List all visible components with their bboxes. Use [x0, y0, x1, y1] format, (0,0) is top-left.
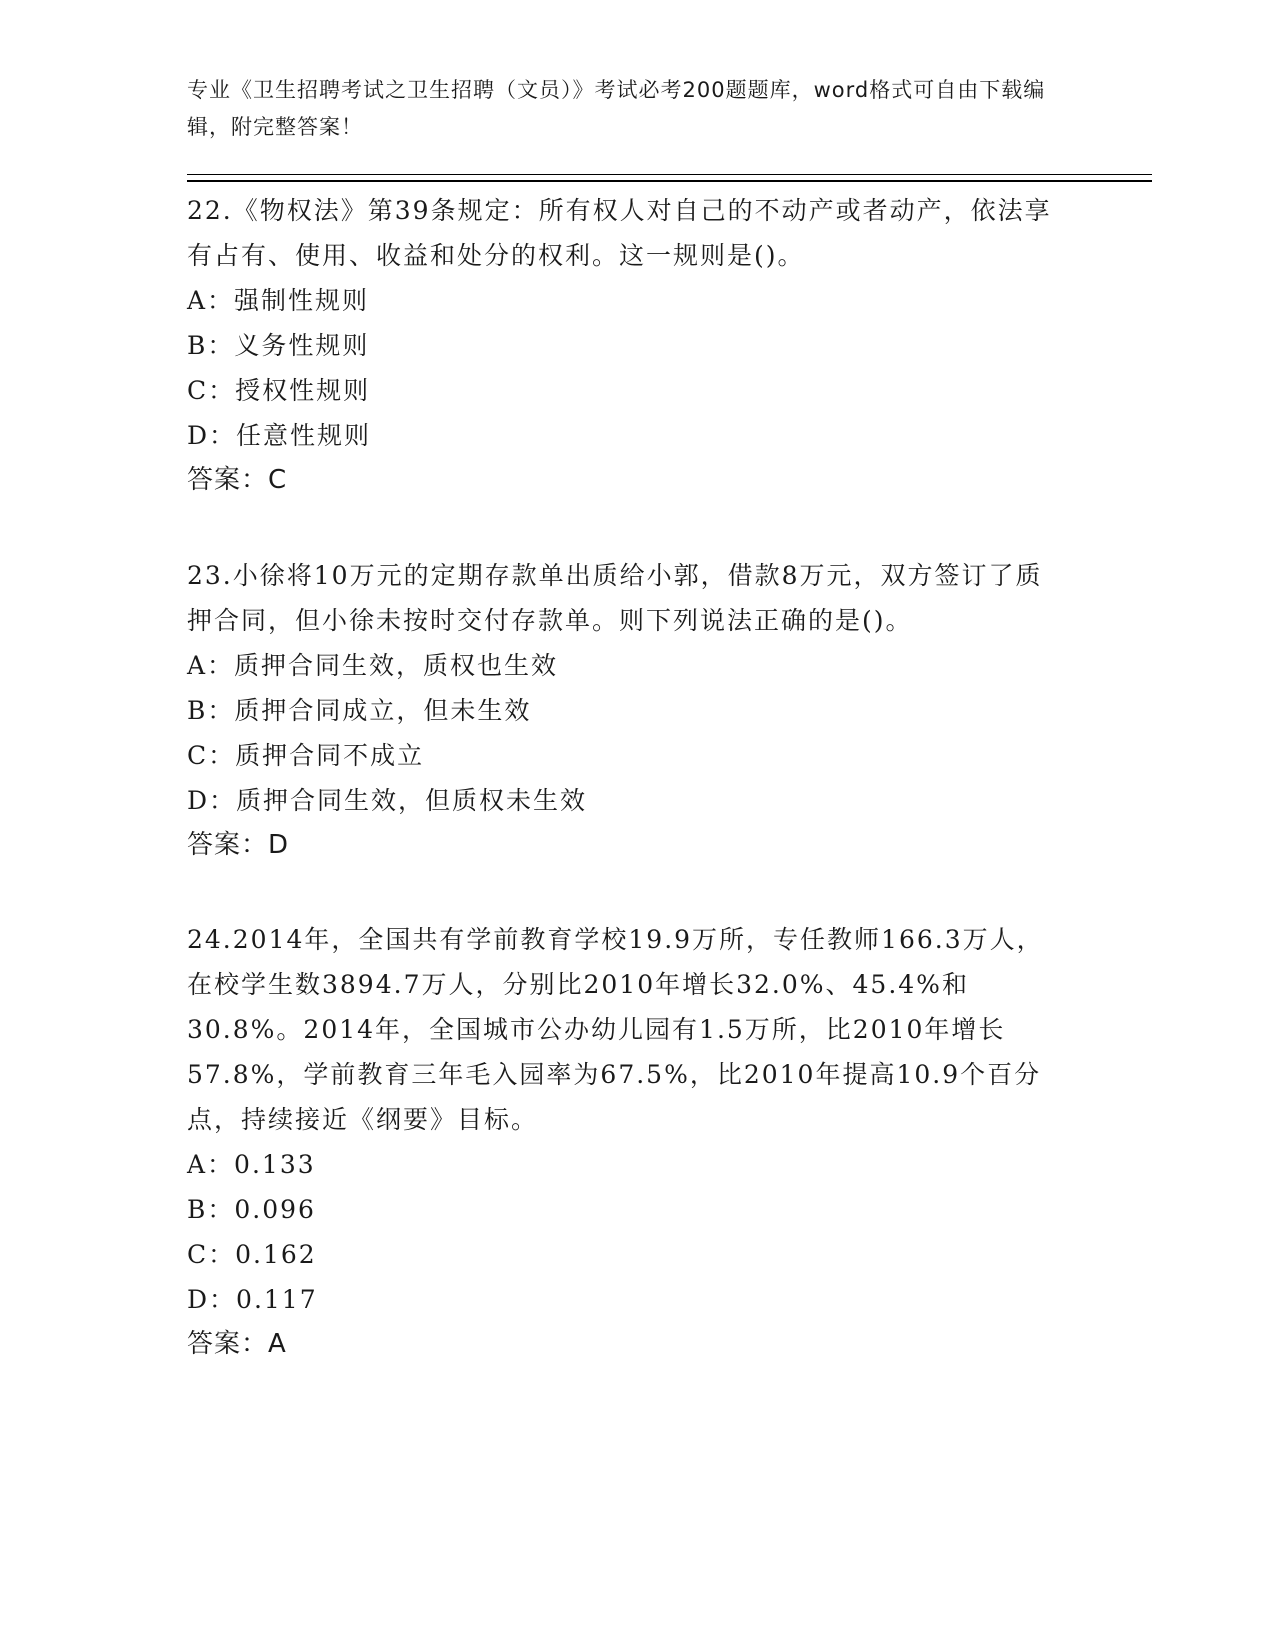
- option-b: B：质押合同成立，但未生效: [187, 696, 532, 725]
- question-23: [187, 553, 1067, 868]
- question-stem: 22.《物权法》第39条规定：所有权人对自己的不动产或者动产，依法享有占有、使用、收益和处分的权利。这一规则是()。: [187, 196, 1052, 270]
- question-stem: 23.小徐将10万元的定期存款单出质给小郭，借款8万元，双方签订了质押合同，但小徐未按时交付存款单。则下列说法正确的是()。: [187, 561, 1043, 635]
- answer-line: 答案：D: [187, 830, 290, 860]
- document-header: 专业《卫生招聘考试之卫生招聘（文员）》考试必考200题题库，word格式可自由下载编辑，附完整答案！: [187, 78, 1046, 139]
- question-stem: 24.2014年，全国共有学前教育学校19.9万所，专任教师166.3万人，在校学生数3894.7万人，分别比2010年增长32.0%、45.4%和30.8%。2014年，全国城市公办幼儿园有1.5万所，比2010年增长57.8%，学前教育三年毛入园率为67.5%，比2010年提高10.9个百分点，持续接近《纲要》目标。: [187, 925, 1044, 1134]
- option-c: C：0.162: [187, 1240, 317, 1269]
- option-a: A：强制性规则: [187, 286, 370, 315]
- option-a: A：质押合同生效，质权也生效: [187, 651, 559, 680]
- option-d: D：任意性规则: [187, 421, 372, 450]
- header-divider-thin: [187, 174, 1152, 175]
- option-d: D：0.117: [187, 1285, 318, 1314]
- option-c: C：质押合同不成立: [187, 741, 425, 770]
- option-a: A：0.133: [187, 1150, 316, 1179]
- answer-line: 答案：C: [187, 465, 288, 495]
- header-divider-thick: [187, 180, 1152, 182]
- option-d: D：质押合同生效，但质权未生效: [187, 786, 588, 815]
- option-b: B：0.096: [187, 1195, 316, 1224]
- question-24: [187, 917, 1067, 1367]
- question-22: [187, 188, 1067, 503]
- answer-line: 答案：A: [187, 1329, 287, 1359]
- option-c: C：授权性规则: [187, 376, 371, 405]
- option-b: B：义务性规则: [187, 331, 370, 360]
